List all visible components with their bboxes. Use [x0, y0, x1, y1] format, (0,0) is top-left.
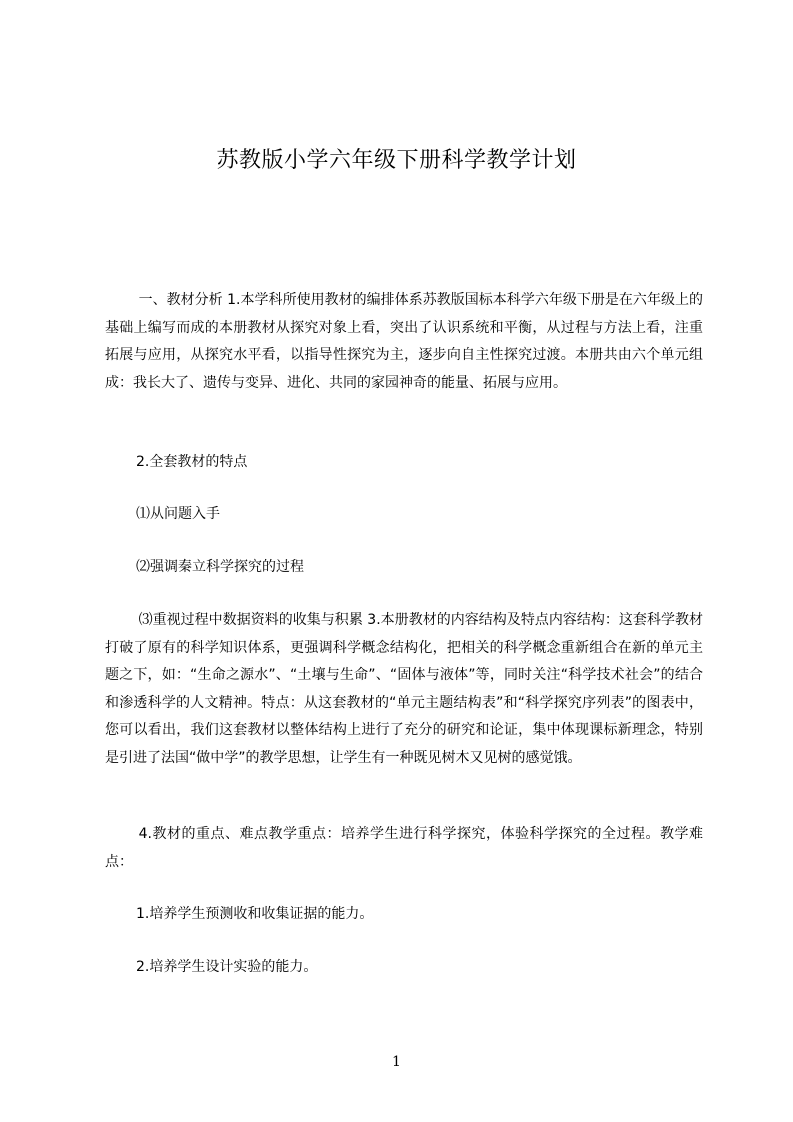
paragraph-key-points: 4.教材的重点、难点教学重点：培养学生进行科学探究，体验科学探究的全过程。教学难点： — [105, 826, 703, 870]
page-number: 1 — [392, 1054, 401, 1070]
document-title: 苏教版小学六年级下册科学教学计划 — [216, 148, 577, 173]
paragraph-material-analysis: 一、教材分析 1.本学科所使用教材的编排体系苏教版国标本科学六年级下册是在六年级上的基础上编写而成的本册教材从探究对象上看，突出了认识系统和平衡，从过程与方法上看，注重拓展与应用，从探究水平看，以指导性探究为主，逐步向自主性探究过渡。本册共由六个单元组成：我长大了、遗传与变异、进化、共同的家园神奇的能量、拓展与应用。 — [105, 292, 703, 391]
paragraph-features-heading: 2.全套教材的特点 — [136, 454, 248, 470]
paragraph-difficulty-1: 1.培养学生预测收和收集证据的能力。 — [136, 906, 374, 922]
paragraph-feature-2: ⑵强调秦立科学探究的过程 — [136, 559, 304, 575]
paragraph-difficulty-2: 2.培养学生设计实验的能力。 — [136, 959, 318, 975]
paragraph-feature-1: ⑴从问题入手 — [136, 506, 220, 522]
paragraph-feature-3-structure: ⑶重视过程中数据资料的收集与积累 3.本册教材的内容结构及特点内容结构：这套科学教材打破了原有的科学知识体系，更强调科学概念结构化，把相关的科学概念重新组合在新的单元主题之下，如：“生命之源水”、“土壤与生命”、“固体与液体”等，同时关注“科学技术社会”的结合和渗透科学的人文精神。特点：从这套教材的“单元主题结构表”和“科学探究序列表”的图表中，您可以看出，我们这套教材以整体结构上进行了充分的研究和论证，集中体现课标新理念，特别是引进了法国“做中学”的教学思想，让学生有一种既见树木又见树的感觉饿。 — [105, 612, 703, 766]
